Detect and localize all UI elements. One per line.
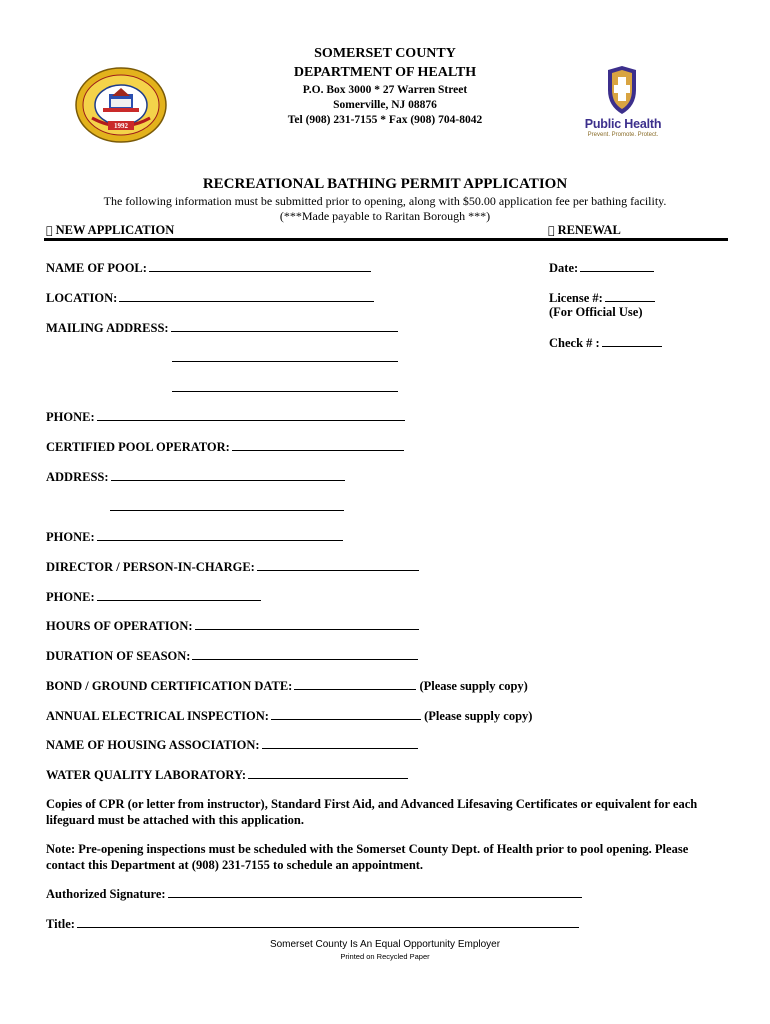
cpr-requirement-note: Copies of CPR (or letter from instructor), Standard First Aid, and Advanced Lifesaving Certificates or equivalent for each lifeguard must be attached with this application. (46, 797, 698, 827)
mailing-address-line1[interactable] (171, 320, 398, 332)
renewal-option[interactable] (548, 223, 621, 238)
license-line[interactable] (605, 290, 655, 302)
mailing-address-line2[interactable] (172, 350, 398, 362)
renewal-checkbox[interactable] (548, 224, 555, 237)
hours-of-operation-line[interactable] (195, 618, 419, 630)
housing-association-line[interactable] (262, 737, 418, 749)
date-line[interactable] (580, 260, 654, 272)
hours-of-operation-label: HOURS OF OPERATION: (46, 619, 193, 633)
location-label: LOCATION: (46, 291, 118, 305)
shield-cross-icon (572, 64, 672, 116)
org-phone-fax: Tel (908) 231-7155 * Fax (908) 704-8042 (287, 114, 483, 126)
org-name-line2: DEPARTMENT OF HEALTH (293, 65, 477, 80)
payable-text: (***Made payable to Raritan Borough ***) (279, 209, 491, 223)
director-line[interactable] (257, 559, 419, 571)
mailing-address-field[interactable] (46, 320, 398, 336)
check-line[interactable] (602, 335, 662, 347)
name-of-pool-field[interactable] (46, 260, 371, 276)
public-health-logo (572, 64, 672, 140)
location-field[interactable] (46, 290, 374, 306)
new-application-label: NEW APPLICATION (49, 223, 168, 237)
electrical-inspection-label: ANNUAL ELECTRICAL INSPECTION: (46, 709, 269, 723)
hours-of-operation-field[interactable] (46, 618, 419, 634)
license-label: License #: (549, 291, 603, 305)
mailing-address-label: MAILING ADDRESS: (46, 321, 169, 335)
date-field[interactable] (549, 260, 654, 276)
org-address-line2: Somerville, NJ 08876 (333, 99, 437, 111)
director-field[interactable] (46, 559, 419, 575)
duration-of-season-field[interactable] (46, 648, 418, 664)
phone-field-1[interactable] (46, 409, 405, 425)
director-label: DIRECTOR / PERSON-IN-CHARGE: (46, 560, 255, 574)
recycled-paper-footer: Printed on Recycled Paper (340, 952, 430, 961)
public-health-tagline: Prevent. Promote. Protect. (587, 132, 659, 138)
equal-opportunity-footer: Somerset County Is An Equal Opportunity Employer (269, 939, 501, 950)
bond-certification-line[interactable] (294, 678, 416, 690)
location-line[interactable] (119, 290, 374, 302)
authorized-signature-label: Authorized Signature: (46, 887, 166, 901)
license-field[interactable] (549, 290, 655, 306)
bond-certification-field[interactable] (46, 678, 528, 694)
new-application-checkbox[interactable] (46, 224, 53, 237)
mailing-address-line3[interactable] (172, 380, 398, 392)
name-of-pool-label: NAME OF POOL: (46, 261, 147, 275)
form-title: RECREATIONAL BATHING PERMIT APPLICATION (202, 176, 568, 192)
duration-of-season-label: DURATION OF SEASON: (46, 649, 191, 663)
phone-label-3: PHONE: (46, 590, 95, 604)
certified-pool-operator-line[interactable] (232, 439, 404, 451)
electrical-inspection-line[interactable] (271, 708, 421, 720)
date-label: Date: (549, 261, 579, 275)
name-of-pool-line[interactable] (149, 260, 371, 272)
new-application-option[interactable] (46, 223, 174, 238)
water-quality-lab-line[interactable] (248, 767, 408, 779)
authorized-signature-line[interactable] (168, 886, 582, 898)
check-label: Check # : (549, 336, 600, 350)
renewal-label: RENEWAL (551, 223, 615, 237)
electrical-inspection-field[interactable] (46, 708, 532, 724)
address-line1[interactable] (111, 469, 345, 481)
official-use-note: (For Official Use) (549, 305, 643, 319)
intro-text: The following information must be submitted prior to opening, along with $50.00 application fee per bathing facility. (103, 194, 667, 208)
phone-label-1: PHONE: (46, 410, 95, 424)
section-divider (44, 238, 728, 241)
phone-label-2: PHONE: (46, 530, 95, 544)
address-label: ADDRESS: (46, 470, 109, 484)
electrical-supply-copy-note: (Please supply copy) (424, 709, 533, 723)
title-label: Title: (46, 917, 75, 931)
title-line[interactable] (77, 916, 579, 928)
org-address-line1: P.O. Box 3000 * 27 Warren Street (302, 84, 468, 96)
seal-year: 1992 (114, 122, 128, 130)
phone-line-3[interactable] (97, 589, 261, 601)
housing-association-label: NAME OF HOUSING ASSOCIATION: (46, 738, 260, 752)
phone-line-1[interactable] (97, 409, 405, 421)
address-line2[interactable] (110, 499, 344, 511)
certified-pool-operator-label: CERTIFIED POOL OPERATOR: (46, 440, 230, 454)
certified-pool-operator-field[interactable] (46, 439, 404, 455)
bond-supply-copy-note: (Please supply copy) (419, 679, 528, 693)
phone-field-3[interactable] (46, 589, 261, 605)
address-field[interactable] (46, 469, 345, 485)
duration-of-season-line[interactable] (192, 648, 418, 660)
water-quality-lab-label: WATER QUALITY LABORATORY: (46, 768, 247, 782)
authorized-signature-field[interactable] (46, 886, 582, 902)
title-field[interactable] (46, 916, 579, 932)
housing-association-field[interactable] (46, 737, 418, 753)
check-field[interactable] (549, 335, 662, 351)
public-health-title: Public Health (584, 117, 662, 131)
bond-certification-label: BOND / GROUND CERTIFICATION DATE: (46, 679, 293, 693)
water-quality-lab-field[interactable] (46, 767, 408, 783)
phone-line-2[interactable] (97, 529, 343, 541)
org-name-line1: SOMERSET COUNTY (314, 46, 456, 61)
phone-field-2[interactable] (46, 529, 343, 545)
preopening-inspection-note: Note: Pre-opening inspections must be scheduled with the Somerset County Dept. of Health prior to pool opening. Please contact this Department at (908) 231-7155 to schedule an appointment. (46, 842, 689, 872)
